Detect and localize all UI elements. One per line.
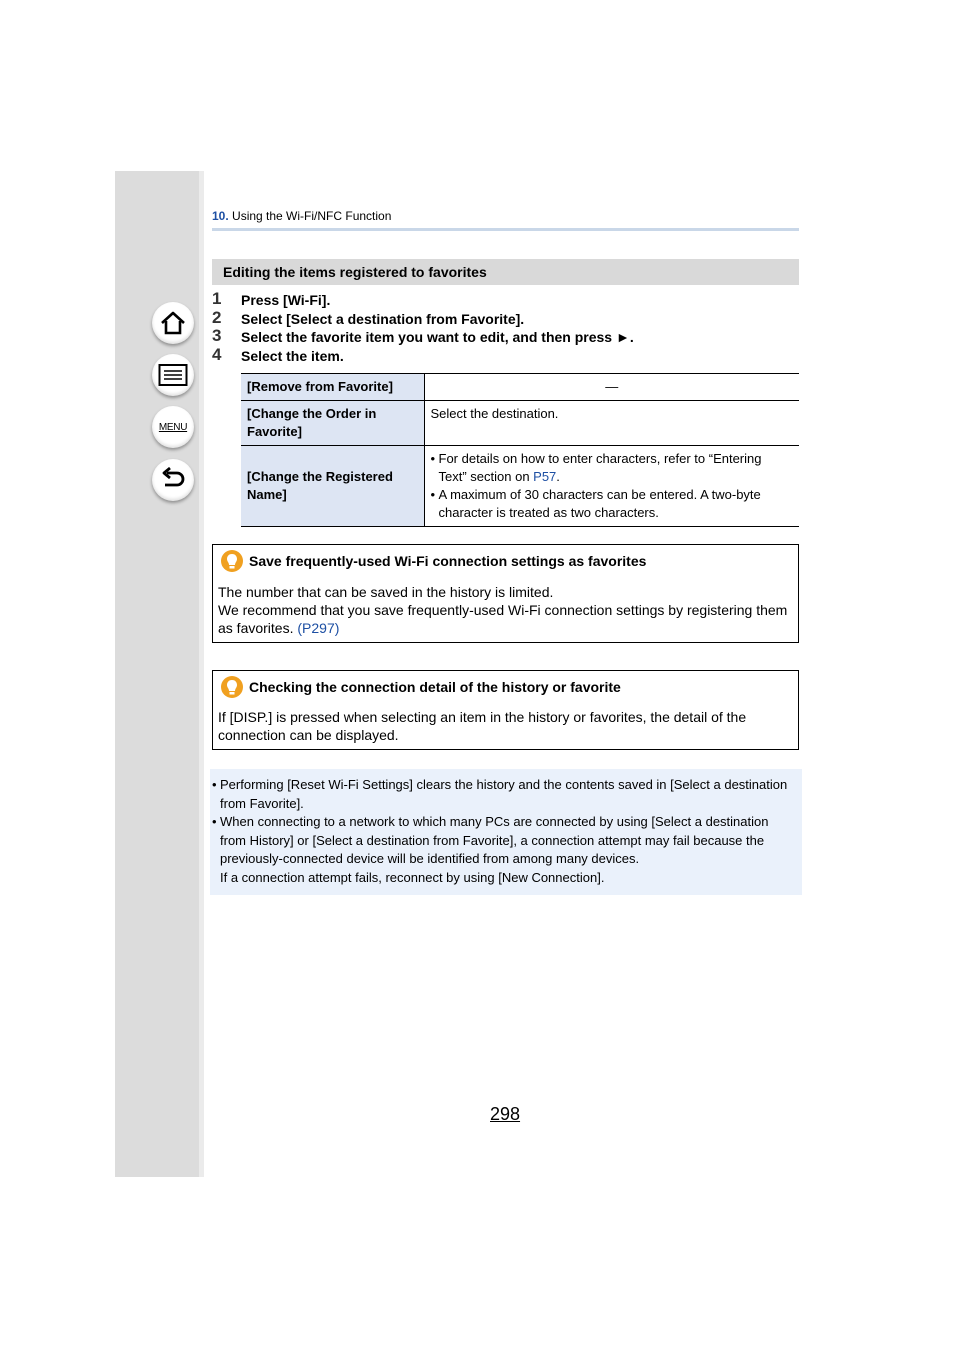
table-row	[241, 374, 799, 401]
tip-title: Save frequently-used Wi-Fi connection settings as favorites	[249, 553, 647, 569]
tip-text: We recommend that you save frequently-used Wi-Fi connection settings by registering them as favorites.	[218, 602, 788, 636]
section-title-bar	[212, 259, 799, 285]
home-icon	[159, 309, 187, 337]
table-row	[241, 401, 799, 446]
table-value	[424, 446, 799, 527]
back-button[interactable]	[152, 459, 194, 501]
note-text: Performing [Reset Wi-Fi Settings] clears the history and the contents saved in [Select a destination from Favorite].	[220, 777, 788, 811]
tip-body	[218, 583, 790, 637]
toc-button[interactable]	[152, 354, 194, 396]
chapter-number: 10.	[212, 209, 229, 223]
note-text: When connecting to a network to which many PCs are connected by using [Select a destination from History] or [Select a destination from Favorite], a connection attempt may fail because the previously-connected device will be identified from among many devices.	[220, 814, 769, 866]
chapter-header	[212, 209, 799, 231]
page-number: 298	[490, 1104, 521, 1124]
bullet-text-end: .	[556, 469, 560, 484]
back-arrow-icon	[159, 467, 187, 493]
tip-title: Checking the connection detail of the history or favorite	[249, 679, 621, 695]
bullet-text: For details on how to enter characters, refer to “Entering Text” section on	[438, 451, 762, 484]
menu-label: MENU	[158, 421, 188, 433]
step-number: 2	[212, 308, 222, 327]
step-text: Press [Wi-Fi].	[241, 292, 331, 308]
notes-box	[210, 769, 802, 895]
note-item-continued	[212, 869, 798, 888]
step-text: Select the item.	[241, 348, 344, 364]
table-row	[241, 446, 799, 527]
step-number: 1	[212, 289, 222, 308]
section-title: Editing the items registered to favorites	[223, 264, 487, 280]
table-key: [Change the Registered Name]	[241, 446, 424, 527]
lightbulb-icon	[221, 550, 243, 572]
tip-box-favorites	[212, 544, 799, 643]
note-item: • Performing [Reset Wi-Fi Settings] clears the history and the contents saved in [Select a destination from Favorite].	[212, 776, 798, 813]
tip-line	[218, 601, 790, 637]
step-text: Select [Select a destination from Favorite].	[241, 311, 525, 327]
home-button[interactable]	[152, 302, 194, 344]
step-number: 3	[212, 326, 222, 345]
page-link-p297[interactable]: (P297)	[297, 620, 340, 636]
table-key: [Remove from Favorite]	[241, 374, 424, 401]
tip-line: The number that can be saved in the history is limited.	[218, 584, 554, 600]
step-number: 4	[212, 345, 222, 364]
table-value: Select the destination.	[424, 401, 799, 446]
note-item: • When connecting to a network to which many PCs are connected by using [Select a destination from History] or [Select a destination from Favorite], a connection attempt may fail because the previously-connected device will be identified from among many devices.	[212, 813, 798, 869]
lightbulb-icon	[221, 676, 243, 698]
bullet-text: A maximum of 30 characters can be entered. A two-byte character is treated as two characters.	[438, 487, 761, 520]
sidebar-edge	[199, 171, 204, 1177]
item-table	[241, 373, 799, 527]
chapter-title: Using the Wi-Fi/NFC Function	[232, 209, 392, 223]
table-key: [Change the Order in Favorite]	[241, 401, 424, 446]
step-text: Select the favorite item you want to edit, and then press ►.	[241, 329, 634, 345]
bullet-item: • A maximum of 30 characters can be entered. A two-byte character is treated as two characters.	[431, 486, 794, 522]
table-value: —	[424, 374, 799, 401]
note-text: If a connection attempt fails, reconnect by using [New Connection].	[220, 869, 605, 885]
tip-box-history-detail	[212, 670, 799, 750]
page-link-p57[interactable]: P57	[533, 469, 557, 484]
list-icon	[158, 363, 188, 387]
tip-body: If [DISP.] is pressed when selecting an item in the history or favorites, the detail of the connection can be displayed.	[218, 709, 747, 743]
bullet-item: • For details on how to enter characters, refer to “Entering Text” section on P57.	[430, 451, 762, 484]
menu-button[interactable]	[152, 406, 194, 448]
